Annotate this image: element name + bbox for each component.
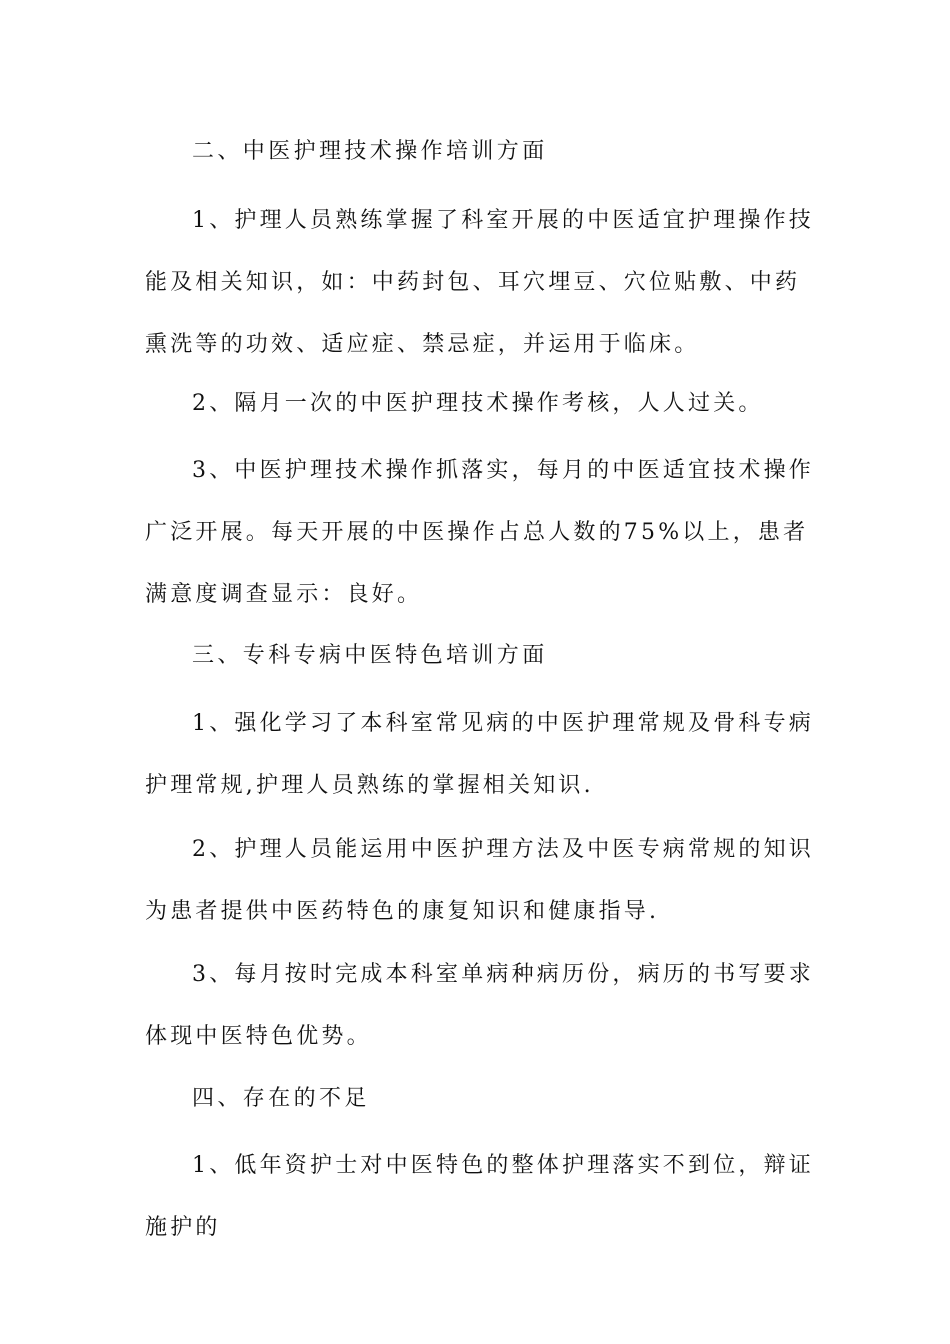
- paragraph-implementation: 3、中医护理技术操作抓落实，每月的中医适宜技术操作广泛开展。每天开展的中医操作占总人数的75%以上，患者满意度调查显示：良好。: [145, 458, 814, 607]
- paragraph-specialty-study: 1、强化学习了本科室常见病的中医护理常规及骨科专病护理常规,护理人员熟练的掌握相关知识.: [145, 711, 814, 798]
- paragraph-assessment: 2、隔月一次的中医护理技术操作考核，人人过关。: [192, 391, 764, 416]
- section-heading-specialty-training: 三、专科专病中医特色培训方面: [192, 643, 548, 668]
- section-heading-shortcomings: 四、存在的不足: [192, 1086, 370, 1111]
- paragraph-case-records: 3、每月按时完成本科室单病种病历份，病历的书写要求体现中医特色优势。: [145, 962, 814, 1049]
- paragraph-health-guidance: 2、护理人员能运用中医护理方法及中医专病常规的知识为患者提供中医药特色的康复知识和健康指导.: [145, 837, 814, 924]
- section-heading-tcm-nursing-techniques: 二、中医护理技术操作培训方面: [192, 139, 548, 164]
- paragraph-shortcoming-1: 1、低年资护士对中医特色的整体护理落实不到位，辩证施护的: [145, 1153, 814, 1240]
- paragraph-skills-mastery: 1、护理人员熟练掌握了科室开展的中医适宜护理操作技能及相关知识，如：中药封包、耳穴埋豆、穴位贴敷、中药熏洗等的功效、适应症、禁忌症，并运用于临床。: [145, 208, 814, 357]
